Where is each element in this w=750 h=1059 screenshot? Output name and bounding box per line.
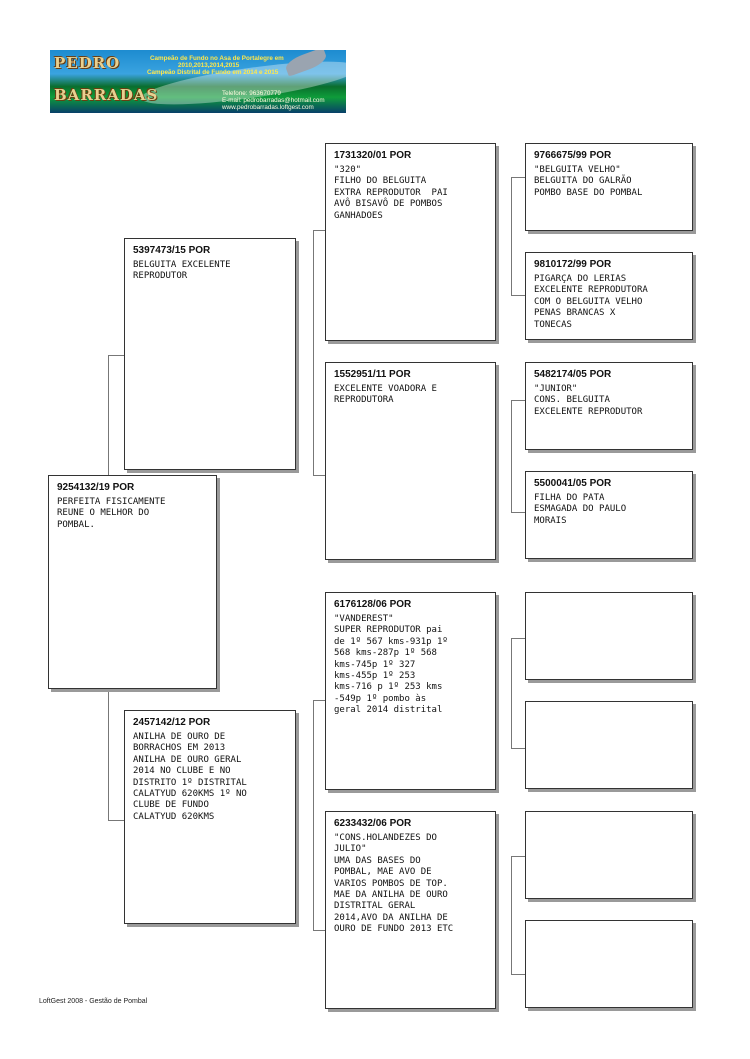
pigeon-notes: EXCELENTE VOADORA E REPRODUTORA (334, 384, 437, 406)
banner-website: www.pedrobarradas.loftgest.com (222, 104, 314, 111)
pigeon-notes: BELGUITA EXCELENTE REPRODUTOR (133, 260, 231, 282)
banner-phone: Telefone: 963670779 (222, 90, 281, 97)
connector-line (511, 974, 525, 975)
connector-line (511, 856, 525, 857)
ring-number: 1731320/01 POR (334, 150, 412, 161)
connector-line (108, 820, 124, 821)
breeder-banner (50, 50, 346, 113)
connector-line (511, 400, 512, 512)
ring-number: 2457142/12 POR (133, 717, 211, 728)
pigeon-card-sire-dam-dam (525, 471, 693, 559)
connector-line (511, 638, 525, 639)
pigeon-card-sire-sire-sire (525, 143, 693, 231)
pigeon-notes: PIGARÇA DO LERIAS EXCELENTE REPRODUTORA COM O BELGUITA VELHO PENAS BRANCAS X TONECAS (534, 274, 648, 330)
ring-number: 5482174/05 POR (534, 369, 612, 380)
connector-line (313, 700, 325, 701)
connector-line (313, 475, 325, 476)
connector-line (313, 930, 325, 931)
banner-award-line: 2010,2013,2014,2015 (178, 62, 240, 69)
pigeon-card-dam (124, 710, 296, 924)
pigeon-notes: "JUNIOR" CONS. BELGUITA EXCELENTE REPRODUTOR (534, 384, 643, 417)
pigeon-card-dam-dam (325, 811, 496, 1009)
ring-number: 9254132/19 POR (57, 482, 135, 493)
connector-line (511, 177, 512, 295)
connector-line (511, 177, 525, 178)
connector-line (313, 230, 325, 231)
ring-number: 6233432/06 POR (334, 818, 412, 829)
ring-number: 5500041/05 POR (534, 478, 612, 489)
connector-line (511, 856, 512, 974)
pigeon-card-sire-dam-sire (525, 362, 693, 450)
pigeon-notes: "320" FILHO DO BELGUITA EXTRA REPRODUTOR PAI AVÔ BISAVÔ DE POMBOS GANHADOES (334, 165, 448, 221)
connector-line (313, 230, 314, 475)
pigeon-notes: "BELGUITA VELHO" BELGUITA DO GALRÃO POMBO BASE DO POMBAL (534, 165, 643, 198)
pigeon-notes: FILHA DO PATA ESMAGADA DO PAULO MORAIS (534, 493, 627, 526)
ring-number: 5397473/15 POR (133, 245, 211, 256)
banner-name-first: PEDRO (54, 54, 121, 72)
banner-award-line: Campeão de Fundo no Asa de Portalegre em (150, 55, 284, 62)
footer-text: LoftGest 2008 - Gestão de Pombal (39, 998, 148, 1005)
pigeon-card-subject (48, 475, 217, 689)
pigeon-card-sire-sire-dam (525, 252, 693, 340)
pigeon-card-dam-sire (325, 592, 496, 790)
pigeon-card-sire (124, 238, 296, 470)
pigeon-notes: "CONS.HOLANDEZES DO JULIO" UMA DAS BASES DO POMBAL, MAE AVO DE VARIOS POMBOS DE TOP. MAE DA ANILHA DE OURO DISTRITAL GERAL 2014,AVO DA ANILHA DE OURO DE FUNDO 2013 ETC (334, 833, 454, 935)
pigeon-card-empty (525, 701, 693, 789)
pigeon-card-empty (525, 920, 693, 1008)
pigeon-card-sire-sire (325, 143, 496, 341)
connector-line (108, 355, 124, 356)
pigeon-card-empty (525, 811, 693, 899)
pigeon-notes: PERFEITA FISICAMENTE REUNE O MELHOR DO POMBAL. (57, 497, 166, 530)
connector-line (313, 700, 314, 930)
connector-line (511, 295, 525, 296)
ring-number: 9766675/99 POR (534, 150, 612, 161)
banner-award-line: Campeão Distrital de Fundo em 2014 e 2015 (147, 69, 279, 76)
pigeon-notes: "VANDEREST" SUPER REPRODUTOR pai de 1º 567 kms-931p 1º 568 kms-287p 1º 568 kms-745p 1º 327 kms-455p 1º 253 kms-716 p 1º 253 kms -549p 1º pombo às geral 2014 distrital (334, 614, 448, 716)
ring-number: 6176128/06 POR (334, 599, 412, 610)
connector-line (511, 748, 525, 749)
ring-number: 9810172/99 POR (534, 259, 612, 270)
pigeon-notes: ANILHA DE OURO DE BORRACHOS EM 2013 ANILHA DE OURO GERAL 2014 NO CLUBE E NO DISTRITO 1º DISTRITAL CALATYUD 620KMS 1º NO CLUBE DE FUNDO CALATYUD 620KMS (133, 732, 247, 822)
connector-line (511, 638, 512, 748)
connector-line (511, 512, 525, 513)
connector-line (511, 400, 525, 401)
banner-email: E-mail: pedrobarradas@hotmail.com (222, 97, 325, 104)
pigeon-card-empty (525, 592, 693, 680)
banner-name-last: BARRADAS (54, 86, 159, 104)
pigeon-card-sire-dam (325, 362, 496, 560)
ring-number: 1552951/11 POR (334, 369, 411, 380)
